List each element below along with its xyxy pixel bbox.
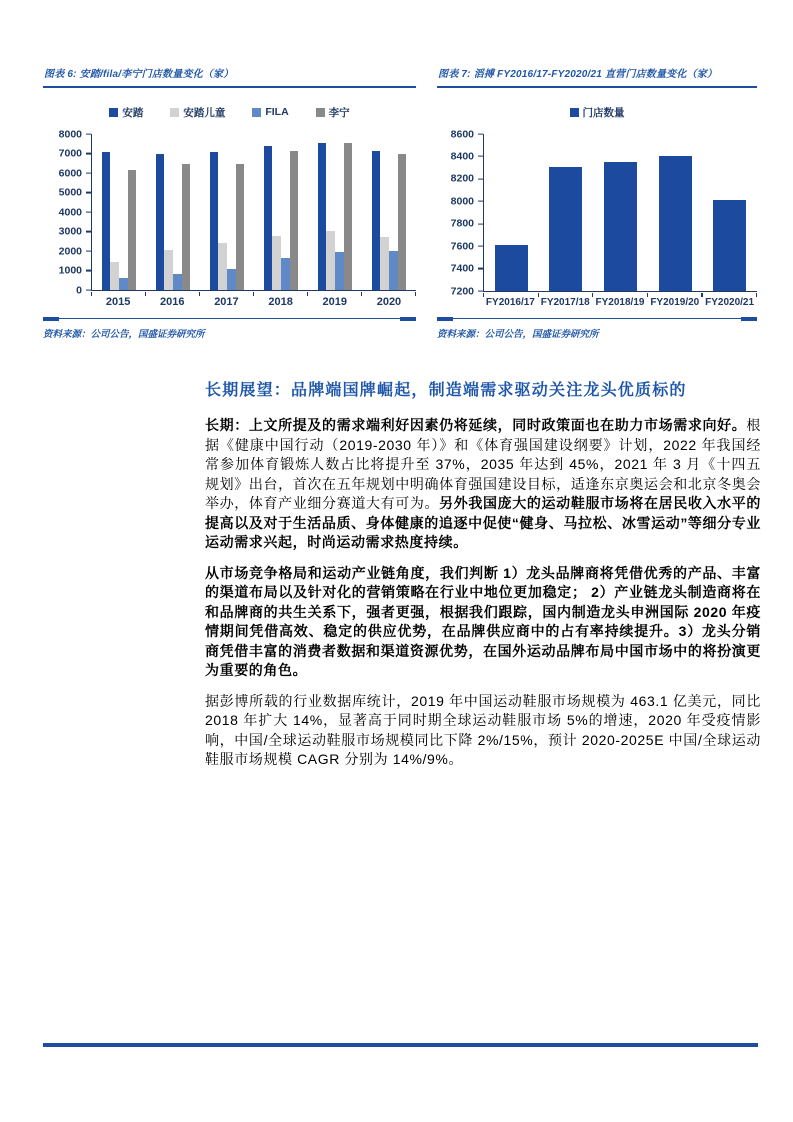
y-axis-tick-label: 8000 <box>58 127 82 140</box>
rule-endcap-left <box>437 317 453 321</box>
rule-endcap-right <box>741 317 757 321</box>
plot-area <box>91 134 416 291</box>
y-axis-tick <box>478 246 483 247</box>
y-axis-tick <box>86 289 91 290</box>
y-axis-tick <box>478 178 483 179</box>
y-axis-tick <box>86 172 91 173</box>
x-axis-tick <box>253 292 254 297</box>
bar-安踏-2016 <box>156 154 165 290</box>
y-axis-tick-label: 7200 <box>450 284 474 297</box>
paragraph <box>205 692 761 770</box>
legend-item <box>316 105 350 120</box>
bar-门店数量-FY2016/17 <box>495 245 528 291</box>
page-bottom-divider <box>43 1043 758 1047</box>
x-axis-label: 2018 <box>268 296 293 308</box>
x-axis-label: FY2017/18 <box>540 297 590 308</box>
y-axis-tick <box>86 153 91 154</box>
legend-swatch <box>170 108 179 117</box>
figure-bottom-rule <box>437 318 757 323</box>
y-axis-tick-label: 6000 <box>58 166 82 179</box>
figure-6 <box>43 65 416 340</box>
plot-area <box>483 134 757 292</box>
bar-group-2017 <box>200 134 254 290</box>
y-axis-tick <box>86 270 91 271</box>
text-run: 据彭博所载的行业数据库统计，2019 年中国运动鞋服市场规模为 463.1 亿美元，同比 2018 年扩大 14%，显著高于同时期全球运动鞋服市场 5%的增速，2020 年受疫情影响，中国/全球运动鞋服市场规模同比下降 2%/15%，预计 2020-2025E 中国/全球运动鞋服市场规模 CAGR 分别为 14%/9%。 <box>205 692 761 767</box>
y-axis-tick <box>86 250 91 251</box>
bar-FILA-2017 <box>227 269 236 290</box>
chart-legend <box>437 105 757 119</box>
bar-安踏儿童-2020 <box>380 237 389 290</box>
legend-swatch <box>109 108 118 117</box>
y-axis-tick-label: 7800 <box>450 217 474 230</box>
x-axis-tick <box>756 293 757 298</box>
y-axis-tick <box>86 192 91 193</box>
bar-李宁-2019 <box>344 143 353 290</box>
bar-安踏儿童-2018 <box>272 236 281 290</box>
text-run-bold: 从市场竞争格局和运动产业链角度，我们判断 1）龙头品牌商将凭借优秀的产品、丰富的渠道布局以及针对化的营销策略在行业中地位更加稳定； 2）产业链龙头制造商将在和品牌商的共生关系下，强者更强，根据我们跟踪，国内制造龙头申洲国际 2020 年疫情期间凭借高效、稳定的供应优势，在品牌供应商中的占有率持续提升。3）龙头分销商凭借丰富的消费者数据和渠道资源优势，在国外运动品牌布局中国市场中的将扮演更为重要的角色。 <box>205 564 761 678</box>
y-axis-tick <box>86 211 91 212</box>
legend-item <box>570 105 625 120</box>
x-axis-label: 2016 <box>160 296 185 308</box>
bar-group-FY2020/21 <box>702 134 757 291</box>
bar-安踏儿童-2017 <box>218 243 227 290</box>
x-axis-label: 2015 <box>105 296 131 308</box>
y-axis-tick <box>478 133 483 134</box>
x-axis-tick <box>483 293 484 298</box>
legend-label: 李宁 <box>328 106 350 119</box>
y-axis-tick-label: 4000 <box>58 205 82 218</box>
bar-安踏-2015 <box>102 152 111 290</box>
figure-bottom-rule <box>43 318 416 323</box>
y-axis-tick-label: 5000 <box>58 186 82 199</box>
legend-item <box>252 106 288 118</box>
y-axis-tick-label: 7600 <box>450 239 474 252</box>
text-run-bold: 长期：上文所提及的需求端利好因素仍将延续，同时政策面也在助力市场需求向好。 <box>205 417 747 433</box>
x-axis-label: FY2019/20 <box>650 297 700 308</box>
bar-group-2016 <box>146 134 200 290</box>
bar-安踏儿童-2015 <box>110 262 119 290</box>
bar-FILA-2019 <box>335 252 344 290</box>
plot-area-wrap <box>91 134 416 308</box>
legend-swatch <box>570 108 579 117</box>
y-axis-tick <box>478 223 483 224</box>
x-axis-labels <box>91 296 416 308</box>
legend-item <box>170 105 225 120</box>
x-axis-tick <box>361 292 362 297</box>
y-axis-tick-label: 0 <box>76 283 82 296</box>
y-axis-tick <box>86 231 91 232</box>
bar-FILA-2018 <box>281 258 290 290</box>
y-axis-tick-label: 3000 <box>58 225 82 238</box>
y-axis-tick <box>478 201 483 202</box>
y-axis-tick <box>478 290 483 291</box>
x-axis-tick <box>91 292 92 297</box>
legend-label: 安踏儿童 <box>183 106 226 119</box>
bar-李宁-2015 <box>128 170 137 290</box>
bar-安踏-2017 <box>210 152 219 290</box>
y-axis-tick-label: 1000 <box>58 264 82 277</box>
x-axis-tick <box>538 293 539 298</box>
paragraphs <box>205 416 761 770</box>
legend-swatch <box>316 108 325 117</box>
text-run: 根据《健康中国行动（2019-2030 年）》和《体育强国建设纲要》计划，2022 年我国经常参加体育锻炼人数占比将提升至 37%，2035 年达到 45%，2021 年 3 月《十四五规划》出台，首次在五年规划中明确体育强国建设目标，适逢东京奥运会和北京冬奥会举办，体育产业细分赛道大有可为。 <box>205 417 761 511</box>
bar-李宁-2018 <box>290 151 299 290</box>
x-axis-label: 2017 <box>214 296 239 308</box>
figure-7-caption: 图表 7: 滔搏 FY2016/17-FY2020/21 直营门店数量变化（家） <box>437 65 757 88</box>
rule-endcap-right <box>400 317 416 321</box>
bar-group-2020 <box>362 134 416 290</box>
y-axis <box>437 127 483 297</box>
bar-安踏-2019 <box>318 143 327 290</box>
x-axis-tick <box>415 292 416 297</box>
text-run-bold: 另外我国庞大的运动鞋服市场将在居民收入水平的提高以及对于生活品质、身体健康的追逐中促使“健身、马拉松、冰雪运动”等细分专业运动需求兴起，时尚运动需求热度持续。 <box>205 495 761 550</box>
x-axis-label: FY2018/19 <box>595 297 645 308</box>
bar-安踏-2020 <box>372 151 381 290</box>
article-section <box>205 381 761 781</box>
bar-FILA-2015 <box>119 278 128 290</box>
figure-7-chart <box>437 105 757 308</box>
x-axis-tick <box>199 292 200 297</box>
figure-7 <box>437 65 757 340</box>
y-axis <box>43 127 91 296</box>
bar-安踏-2018 <box>264 146 273 290</box>
bar-group-FY2019/20 <box>648 134 703 291</box>
legend-label: 安踏 <box>122 106 144 119</box>
bar-门店数量-FY2019/20 <box>659 156 692 291</box>
bar-门店数量-FY2017/18 <box>549 167 582 291</box>
y-axis-tick <box>478 156 483 157</box>
bar-group-FY2016/17 <box>484 134 539 291</box>
bar-门店数量-FY2020/21 <box>713 200 746 291</box>
paragraph <box>205 564 761 681</box>
x-axis-tick <box>307 292 308 297</box>
y-axis-tick <box>478 268 483 269</box>
x-axis-label: 2019 <box>322 296 348 308</box>
figure-6-chart <box>43 105 416 308</box>
paragraph <box>205 416 761 553</box>
plot-area-wrap <box>483 134 757 308</box>
bar-FILA-2016 <box>173 274 182 290</box>
legend-label: 门店数量 <box>582 106 625 119</box>
figure-6-source: 资料来源：公司公告，国盛证券研究所 <box>43 329 205 340</box>
y-axis-tick-label: 2000 <box>58 244 82 257</box>
section-heading: 长期展望：品牌端国牌崛起，制造端需求驱动关注龙头优质标的 <box>205 382 687 399</box>
bar-李宁-2017 <box>236 164 245 290</box>
legend-swatch <box>252 108 261 117</box>
x-axis-tick <box>647 293 648 298</box>
y-axis-tick-label: 8600 <box>450 127 474 140</box>
bar-安踏儿童-2016 <box>164 250 173 290</box>
x-axis-label: 2020 <box>376 296 402 308</box>
chart-body <box>43 127 416 308</box>
x-axis-label: FY2020/21 <box>705 297 755 308</box>
bar-group-FY2018/19 <box>593 134 648 291</box>
rule-endcap-left <box>43 317 59 321</box>
bar-FILA-2020 <box>389 251 398 290</box>
x-axis-tick <box>592 293 593 298</box>
y-axis-tick-label: 8400 <box>450 150 474 163</box>
bar-group-2018 <box>254 134 308 290</box>
bar-门店数量-FY2018/19 <box>604 162 637 291</box>
figure-7-source: 资料来源：公司公告，国盛证券研究所 <box>437 329 599 340</box>
x-axis-tick <box>701 293 702 298</box>
legend-item <box>109 105 143 120</box>
bar-安踏儿童-2019 <box>326 231 335 290</box>
y-axis-tick-label: 8200 <box>450 172 474 185</box>
chart-legend <box>43 105 416 119</box>
bar-group-2019 <box>308 134 362 290</box>
bar-李宁-2016 <box>182 164 191 290</box>
chart-body <box>437 127 757 308</box>
legend-label: FILA <box>265 106 289 118</box>
y-axis-tick <box>86 133 91 134</box>
x-axis-label: FY2016/17 <box>485 297 535 308</box>
bar-group-2015 <box>92 134 146 290</box>
bar-李宁-2020 <box>398 154 407 290</box>
bar-group-FY2017/18 <box>539 134 594 291</box>
y-axis-tick-label: 7000 <box>58 147 82 160</box>
figure-6-caption: 图表 6: 安踏/fila/李宁门店数量变化（家） <box>43 65 416 88</box>
x-axis-labels <box>483 297 757 308</box>
y-axis-tick-label: 7400 <box>450 262 474 275</box>
y-axis-tick-label: 8000 <box>450 195 474 208</box>
x-axis-tick <box>145 292 146 297</box>
